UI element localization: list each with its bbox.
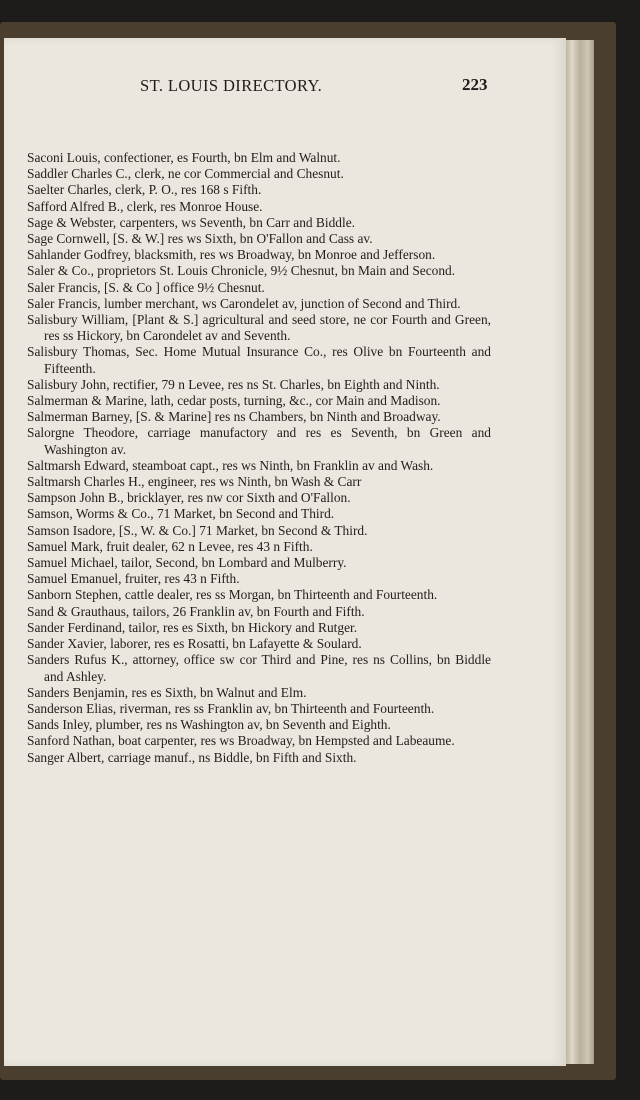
directory-entry: Samuel Mark, fruit dealer, 62 n Levee, res 43 n Fifth. (27, 538, 313, 554)
directory-entry: Saconi Louis, confectioner, es Fourth, bn Elm and Walnut. (27, 150, 341, 165)
directory-entry: Samson Isadore, [S., W. & Co.] 71 Market, bn Second & Third. (27, 522, 368, 538)
directory-entry: Samuel Michael, tailor, Second, bn Lombard and Mulberry. (27, 555, 347, 571)
directory-entry: Samuel Emanuel, fruiter, res 43 n Fifth. (27, 571, 240, 587)
directory-entry: Salmerman & Marine, lath, cedar posts, turning, &c., cor Main and Madison. (27, 393, 441, 409)
directory-entry: Sanderson Elias, riverman, res ss Franklin av, bn Thirteenth and Fourteenth. (27, 700, 435, 716)
directory-entry: Samson, Worms & Co., 71 Market, bn Second and Third. (27, 506, 335, 522)
directory-entry: Saler Francis, lumber merchant, ws Carondelet av, junction of Second and Third. (27, 295, 461, 311)
directory-entry: Sanger Albert, carriage manuf., ns Biddle, bn Fifth and Sixth. (27, 749, 357, 765)
directory-entry: Saler & Co., proprietors St. Louis Chronicle, 9½ Chesnut, bn Main and Second. (27, 263, 456, 279)
directory-entry: Sands Inley, plumber, res ns Washington av, bn Seventh and Eighth. (27, 717, 391, 733)
directory-entry: Saler Francis, [S. & Co ] office 9½ Chesnut. (27, 279, 265, 295)
directory-entry: Sanford Nathan, boat carpenter, res ws Broadway, bn Hempsted and Labeaume. (27, 733, 455, 749)
directory-entry: Saltmarsh Edward, steamboat capt., res ws Ninth, bn Franklin av and Wash. (27, 457, 434, 473)
directory-entry: Sander Ferdinand, tailor, res es Sixth, bn Hickory and Rutger. (27, 619, 358, 635)
directory-entry: Saelter Charles, clerk, P. O., res 168 s Fifth. (27, 182, 262, 198)
directory-entry: Sanders Benjamin, res es Sixth, bn Walnut and Elm. (27, 684, 307, 700)
directory-entry: Sander Xavier, laborer, res es Rosatti, bn Lafayette & Soulard. (27, 636, 362, 652)
header-title: ST. LOUIS DIRECTORY. (140, 76, 323, 95)
directory-entries (27, 150, 491, 766)
directory-entry: Sanborn Stephen, cattle dealer, res ss Morgan, bn Thirteenth and Fourteenth. (27, 587, 438, 603)
directory-entry: Safford Alfred B., clerk, res Monroe House. (27, 198, 263, 214)
directory-entry: Sage Cornwell, [S. & W.] res ws Sixth, bn O'Fallon and Cass av. (27, 231, 373, 247)
directory-entry: Sand & Grauthaus, tailors, 26 Franklin av, bn Fourth and Fifth. (27, 603, 365, 619)
directory-entry: Sahlander Godfrey, blacksmith, res ws Broadway, bn Monroe and Jefferson. (27, 247, 436, 263)
directory-entry: Salorgne Theodore, carriage manufactory and res es Seventh, bn Green and Washington av. (27, 425, 491, 457)
directory-entry: Salisbury John, rectifier, 79 n Levee, res ns St. Charles, bn Eighth and Ninth. (27, 376, 440, 392)
directory-entry: Salmerman Barney, [S. & Marine] res ns Chambers, bn Ninth and Broadway. (27, 409, 441, 425)
page-number: 223 (462, 75, 488, 94)
directory-entry: Sanders Rufus K., attorney, office sw cor Third and Pine, res ns Collins, bn Biddle and Ashley. (27, 652, 491, 684)
directory-entry: Salisbury Thomas, Sec. Home Mutual Insurance Co., res Olive bn Fourteenth and Fifteenth. (27, 344, 491, 376)
directory-entry: Sampson John B., bricklayer, res nw cor Sixth and O'Fallon. (27, 490, 351, 506)
running-head (0, 76, 566, 100)
directory-entry: Sage & Webster, carpenters, ws Seventh, bn Carr and Biddle. (27, 214, 355, 230)
directory-entry: Saltmarsh Charles H., engineer, res ws Ninth, bn Wash & Carr (27, 474, 362, 490)
directory-entry: Salisbury William, [Plant & S.] agricultural and seed store, ne cor Fourth and Green, res ss Hickory, bn Carondelet av and Seventh. (27, 312, 491, 344)
directory-entry: Saddler Charles C., clerk, ne cor Commercial and Chesnut. (27, 166, 344, 182)
